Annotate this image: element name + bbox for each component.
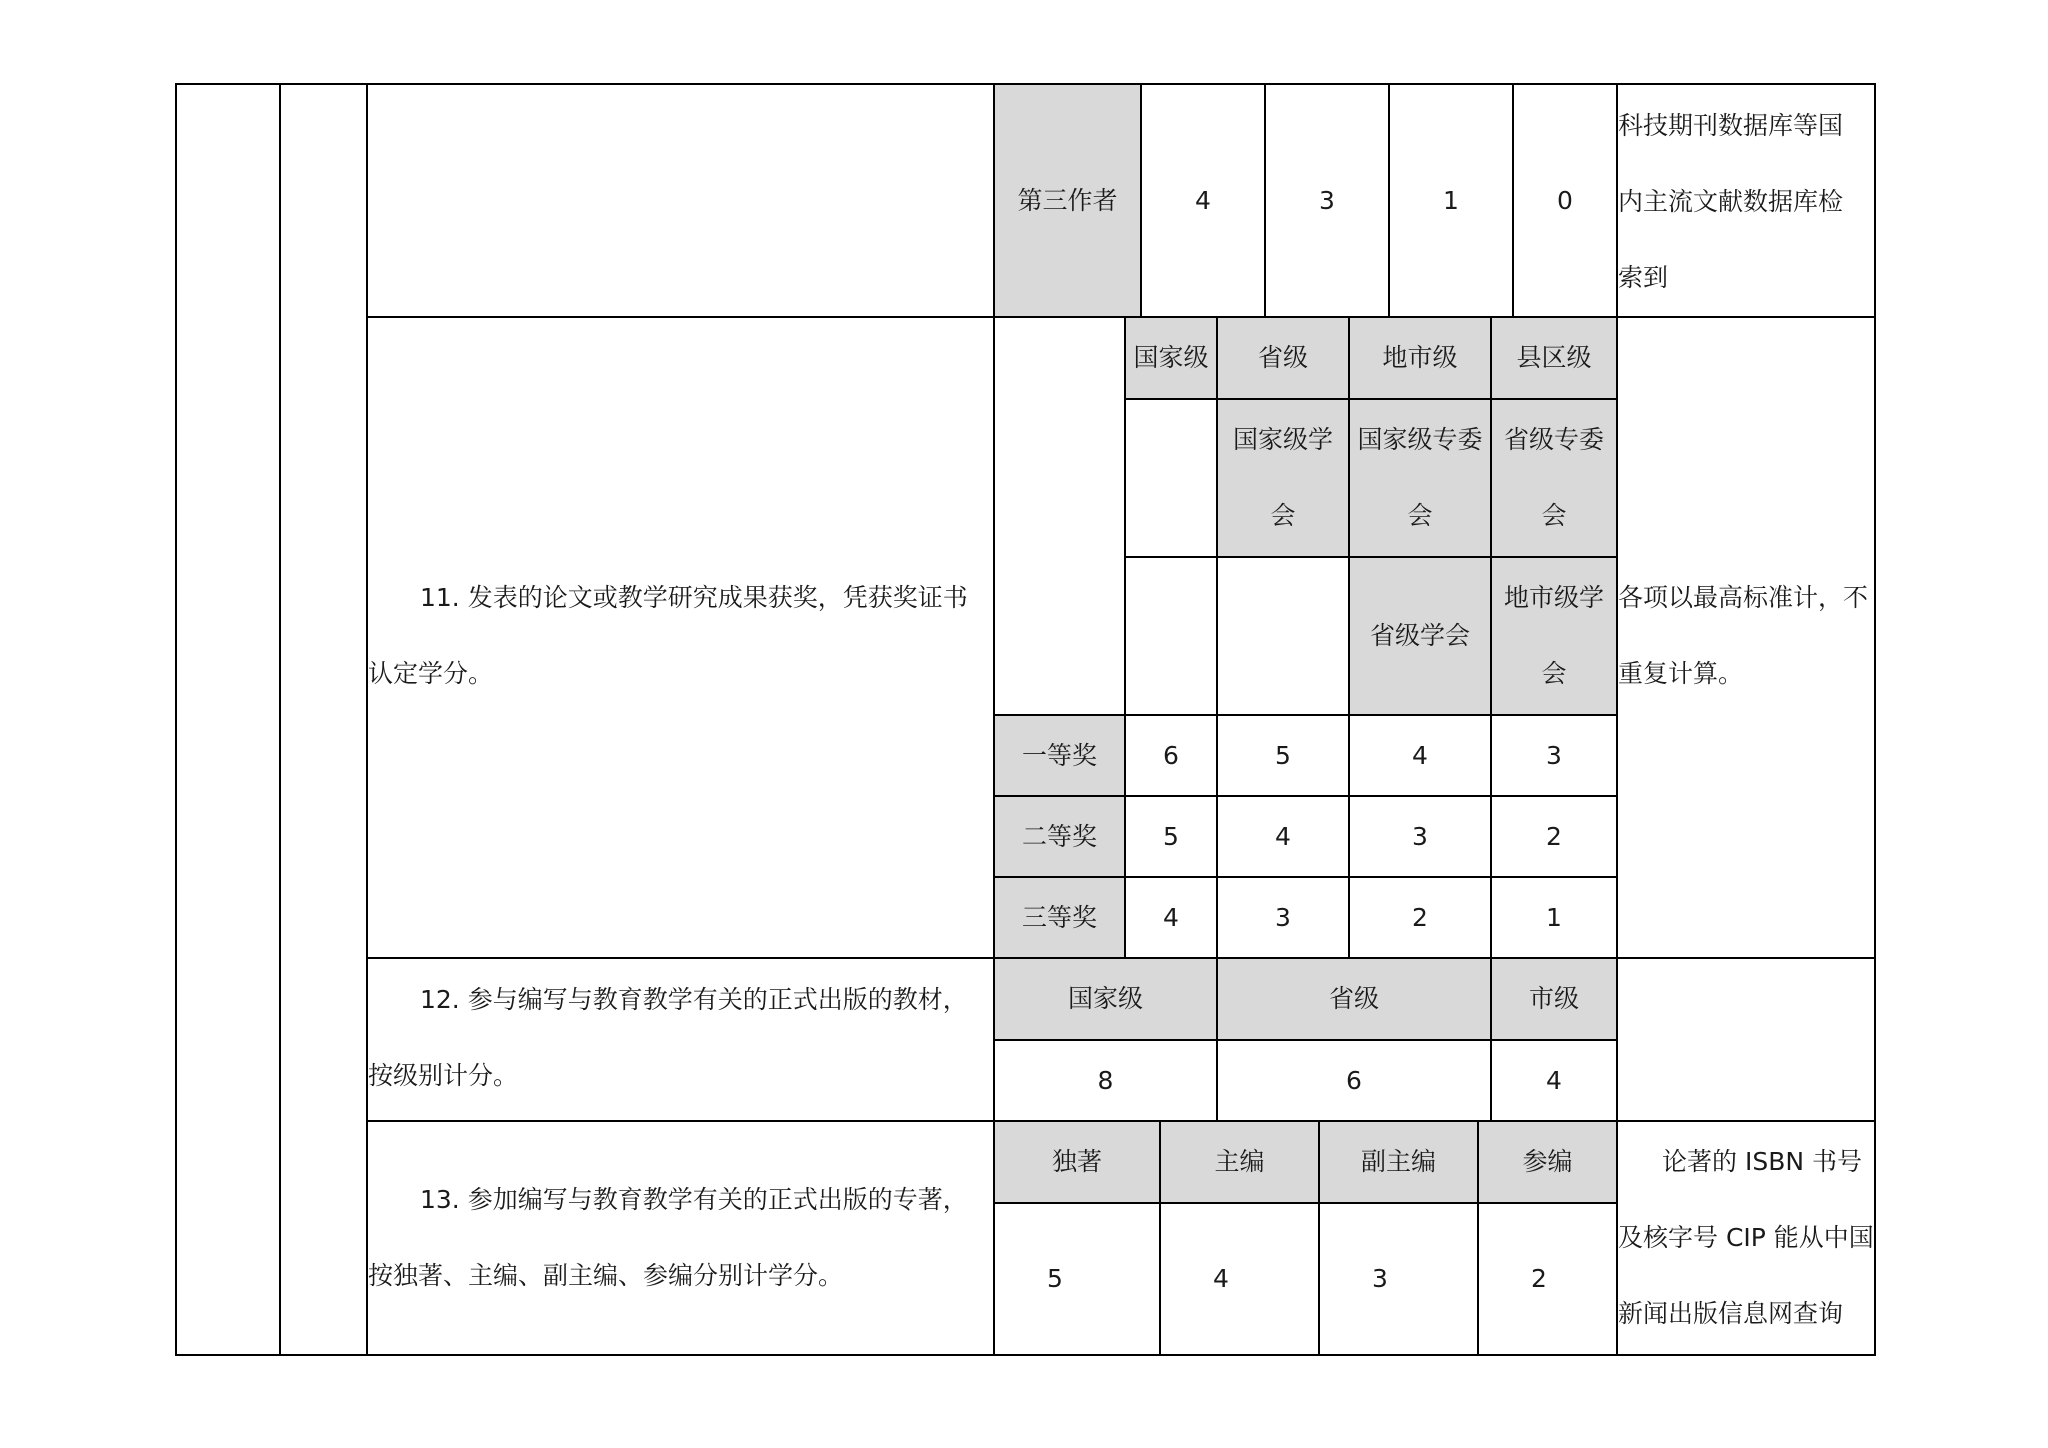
row10-score-4: 0 bbox=[1557, 185, 1573, 215]
row10-score-1: 4 bbox=[1195, 185, 1211, 215]
row11-level-provincial: 省级 bbox=[1257, 343, 1308, 372]
row11-award-3-score-2: 3 bbox=[1275, 902, 1291, 932]
row11-award-2-name: 二等奖 bbox=[1021, 821, 1097, 851]
row11-org-a-county: 省级专委 会 bbox=[1503, 425, 1604, 530]
row10-role: 第三作者 bbox=[1017, 185, 1118, 215]
row11-org-a-provincial: 国家级学 会 bbox=[1232, 425, 1333, 530]
row11-award-1-name: 一等奖 bbox=[1021, 740, 1097, 770]
row11-award-1-score-2: 5 bbox=[1275, 740, 1291, 770]
row11-note: 各项以最高标准计，不 重复计算。 bbox=[1618, 583, 1869, 688]
row11-award-2-score-4: 2 bbox=[1546, 821, 1562, 851]
row13-role-chief: 主编 bbox=[1214, 1147, 1265, 1176]
rule-left bbox=[175, 83, 177, 1356]
row11-description: 11. 发表的论文或教学研究成果获奖，凭获奖证书 认定学分。 bbox=[368, 583, 968, 688]
row12-level-provincial: 省级 bbox=[1328, 984, 1379, 1013]
row11-award-3-score-1: 4 bbox=[1163, 902, 1179, 932]
row13-score-chief: 4 bbox=[1213, 1264, 1229, 1293]
row13-note: 论著的 ISBN 书号 及核字号 CIP 能从中国 新闻出版信息网查询 bbox=[1618, 1147, 1874, 1328]
row13-score-contributor: 2 bbox=[1531, 1264, 1547, 1293]
row13-role-contributor: 参编 bbox=[1522, 1147, 1573, 1176]
row11-org-b-city: 省级学会 bbox=[1369, 621, 1470, 650]
row12-level-city: 市级 bbox=[1528, 984, 1579, 1013]
row11-award-1-score-3: 4 bbox=[1412, 740, 1428, 770]
row13-score-sole: 5 bbox=[1047, 1264, 1063, 1293]
row12-level-national: 国家级 bbox=[1067, 984, 1143, 1013]
row12-score-provincial: 6 bbox=[1346, 1065, 1362, 1095]
row12-score-national: 8 bbox=[1097, 1065, 1114, 1095]
row11-award-3-score-4: 1 bbox=[1546, 902, 1562, 932]
row12-description: 12. 参与编写与教育教学有关的正式出版的教材， 按级别计分。 bbox=[368, 985, 968, 1090]
row13-score-deputy: 3 bbox=[1372, 1264, 1388, 1293]
row11-award-2-score-1: 5 bbox=[1163, 821, 1179, 851]
rule-col2 bbox=[279, 83, 281, 1356]
row11-award-3-name: 三等奖 bbox=[1021, 902, 1097, 932]
row11-award-2-score-3: 3 bbox=[1412, 821, 1428, 851]
row10-score-3: 1 bbox=[1443, 185, 1459, 215]
row13-role-sole: 独著 bbox=[1051, 1147, 1102, 1176]
row11-level-city: 地市级 bbox=[1382, 343, 1458, 372]
row11-level-national: 国家级 bbox=[1133, 343, 1209, 372]
row12-score-city: 4 bbox=[1546, 1065, 1562, 1095]
row11-award-2-score-2: 4 bbox=[1275, 821, 1291, 851]
row10-score-2: 3 bbox=[1319, 185, 1335, 215]
row11-org-a-city: 国家级专委 会 bbox=[1357, 425, 1483, 530]
row11-award-1-score-4: 3 bbox=[1546, 740, 1562, 770]
row13-role-deputy: 副主编 bbox=[1360, 1147, 1436, 1176]
row11-level-county: 县区级 bbox=[1516, 343, 1592, 372]
row13-description: 13. 参加编写与教育教学有关的正式出版的专著， 按独著、主编、副主编、参编分别计学分。 bbox=[368, 1185, 968, 1290]
row11-award-3-score-3: 2 bbox=[1412, 902, 1428, 932]
rule-row10-bottom bbox=[366, 316, 1875, 318]
row11-award-1-score-1: 6 bbox=[1163, 740, 1179, 770]
row11-org-b-county: 地市级学 会 bbox=[1503, 583, 1604, 688]
row10-note: 科技期刊数据库等国 内主流文献数据库检 索到 bbox=[1618, 111, 1844, 292]
rule-bottom bbox=[175, 1354, 1875, 1356]
rule-right bbox=[1874, 83, 1876, 1356]
